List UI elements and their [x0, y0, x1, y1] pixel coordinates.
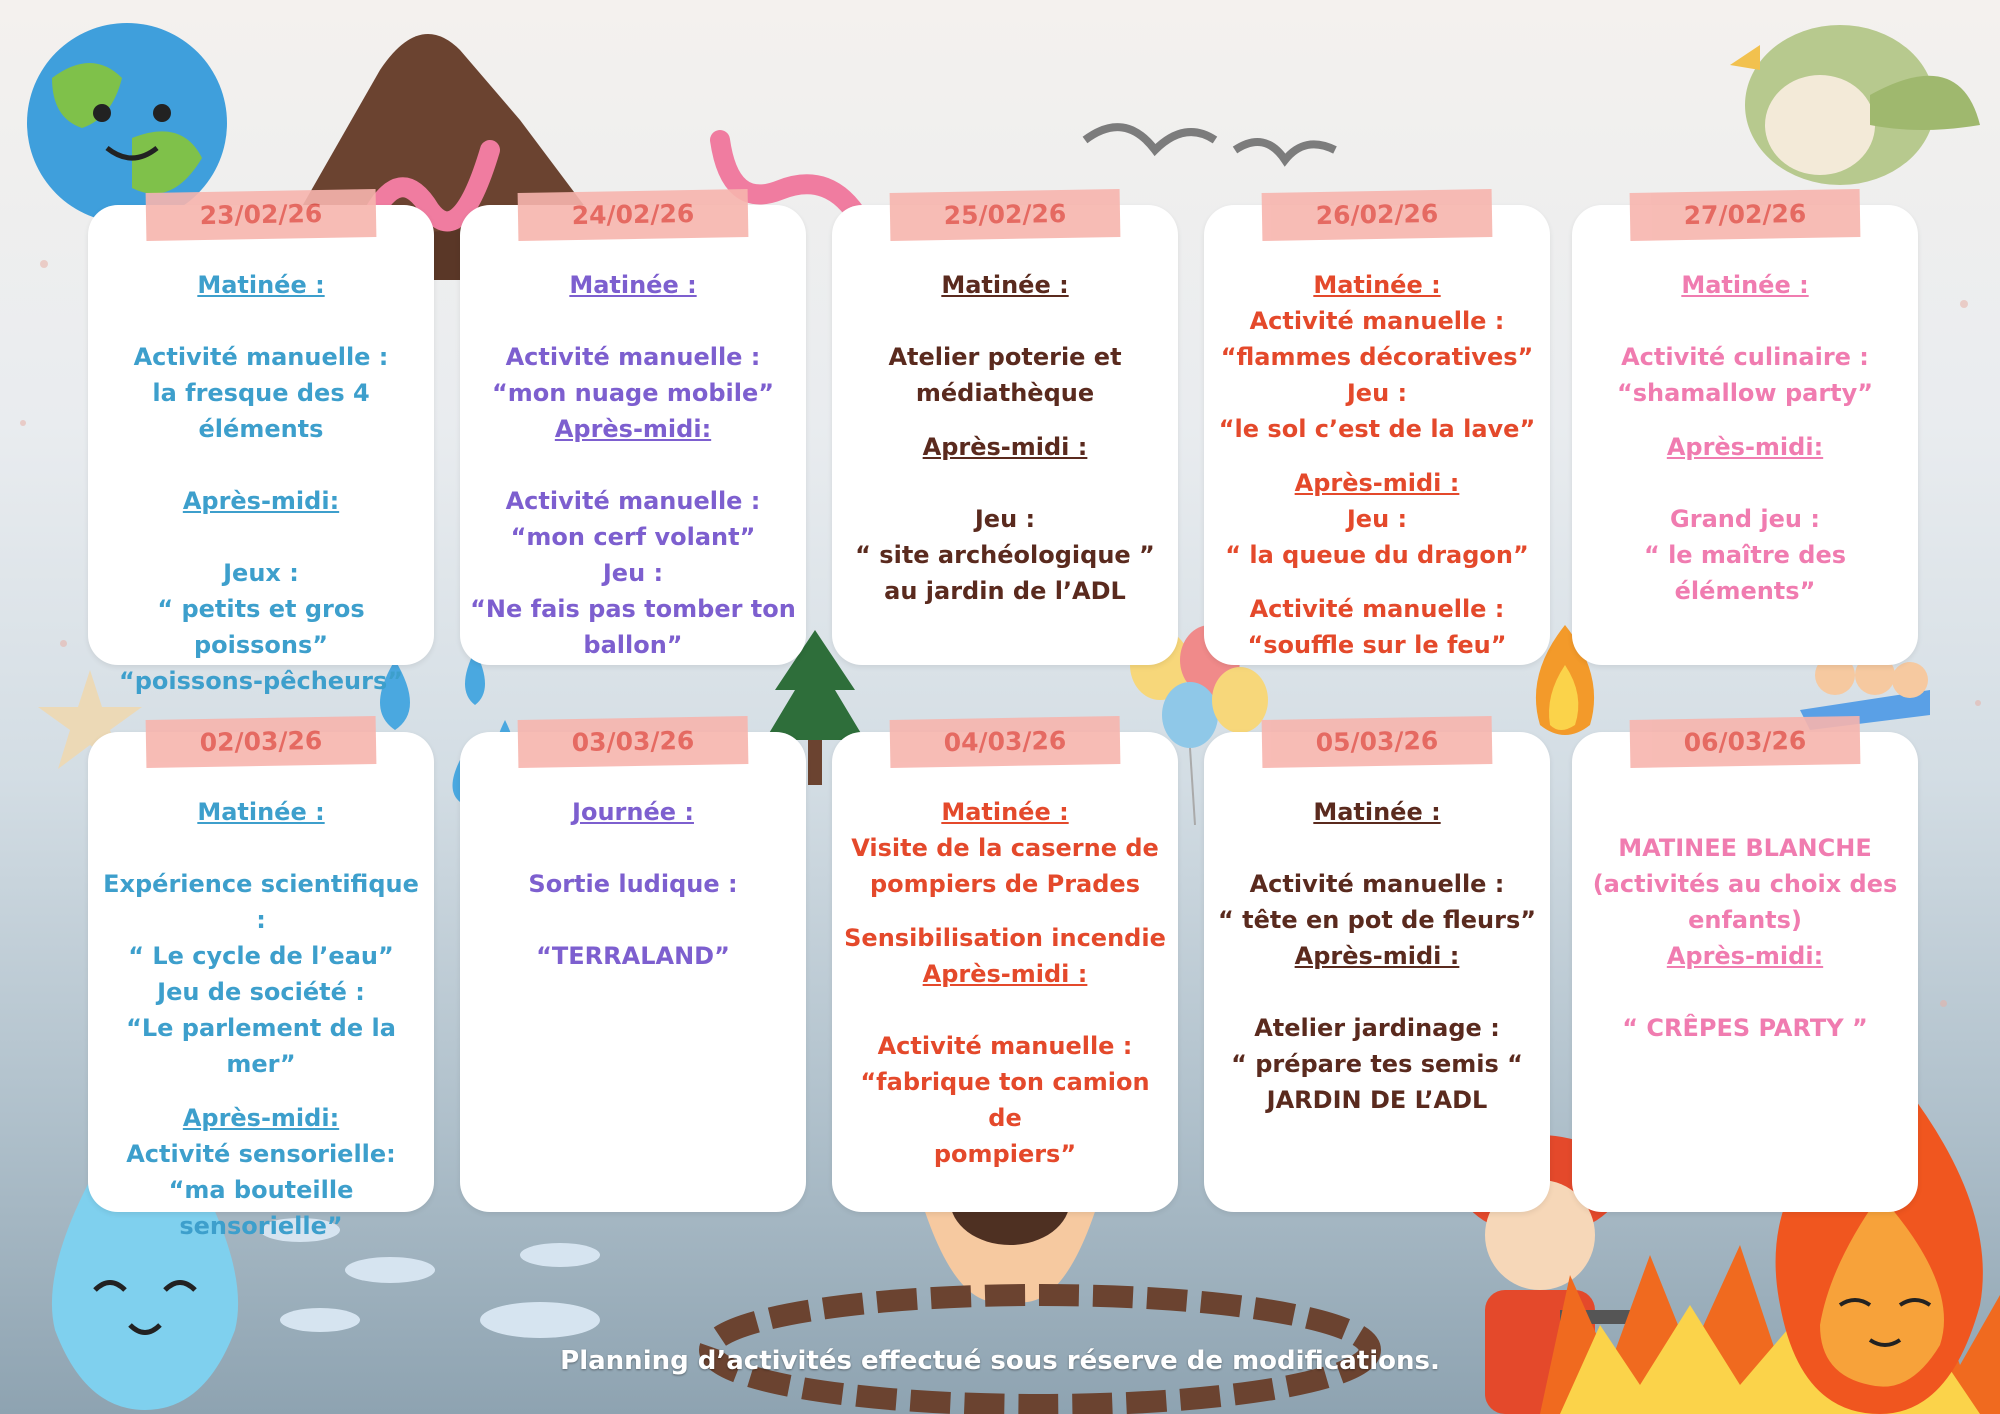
- spacer: [840, 411, 1170, 429]
- day-activities: [1572, 267, 1918, 609]
- birds-silhouette-icon: [1075, 110, 1375, 200]
- period-heading: Après-midi :: [1294, 469, 1460, 497]
- spacer: [96, 303, 426, 339]
- day-activities: [88, 267, 434, 699]
- activity-line: Activité manuelle :: [133, 343, 389, 371]
- activity-line: “shamallow party”: [1616, 379, 1874, 407]
- activity-line: “Le parlement de la mer”: [126, 1014, 396, 1078]
- period-heading: Après-midi :: [922, 960, 1088, 988]
- day-card: [1572, 198, 1918, 665]
- activity-line: MATINEE BLANCHE: [1618, 834, 1872, 862]
- day-date: 06/03/26: [1630, 716, 1861, 768]
- spacer: [840, 465, 1170, 501]
- activity-line: pompiers”: [933, 1140, 1077, 1168]
- activity-line: Activité manuelle :: [1249, 870, 1505, 898]
- activity-line: pompiers de Prades: [869, 870, 1140, 898]
- spacer: [1212, 447, 1542, 465]
- day-card: [1572, 725, 1918, 1212]
- period-heading: Matinée :: [197, 271, 325, 299]
- activity-line: JARDIN DE L’ADL: [1266, 1086, 1488, 1114]
- spacer: [1580, 303, 1910, 339]
- activity-line: “ la queue du dragon”: [1225, 541, 1529, 569]
- day-card: [832, 725, 1178, 1212]
- spacer: [96, 1082, 426, 1100]
- spacer: [96, 447, 426, 483]
- day-activities: [832, 267, 1178, 609]
- activity-line: “ petits et gros poissons”: [157, 595, 365, 659]
- activity-line: “Ne fais pas tomber ton: [470, 595, 796, 623]
- day-date: 23/02/26: [146, 189, 377, 241]
- day-card: [460, 198, 806, 665]
- day-activities: [1204, 794, 1550, 1118]
- activity-line: enfants): [1688, 906, 1802, 934]
- day-activities: [88, 794, 434, 1244]
- activity-line: “ le maître des éléments”: [1643, 541, 1847, 605]
- day-activities: [832, 794, 1178, 1172]
- activity-line: Activité manuelle :: [1249, 595, 1505, 623]
- period-heading: Matinée :: [197, 798, 325, 826]
- activity-line: Jeu de société :: [157, 978, 365, 1006]
- activity-line: la fresque des 4 éléments: [152, 379, 370, 443]
- day-card: [832, 198, 1178, 665]
- activity-line: “ma bouteille sensorielle”: [168, 1176, 354, 1240]
- activity-line: Activité manuelle :: [505, 343, 761, 371]
- activity-line: Sortie ludique :: [528, 870, 738, 898]
- spacer: [468, 447, 798, 483]
- activity-line: Expérience scientifique :: [103, 870, 419, 934]
- activity-line: médiathèque: [915, 379, 1095, 407]
- spacer: [1212, 573, 1542, 591]
- period-heading: Matinée :: [569, 271, 697, 299]
- activity-line: Activité manuelle :: [505, 487, 761, 515]
- activity-line: Jeu :: [974, 505, 1036, 533]
- activity-line: “fabrique ton camion de: [860, 1068, 1150, 1132]
- activity-line: Jeu :: [1346, 505, 1408, 533]
- activity-line: ballon”: [583, 631, 683, 659]
- activity-line: Jeux :: [223, 559, 299, 587]
- activity-line: Activité culinaire :: [1621, 343, 1869, 371]
- spacer: [1580, 974, 1910, 1010]
- day-date: 02/03/26: [146, 716, 377, 768]
- soil-ring-icon: [690, 1255, 1390, 1414]
- spacer: [468, 830, 798, 866]
- day-date: 05/03/26: [1262, 716, 1493, 768]
- activity-line: Atelier jardinage :: [1254, 1014, 1500, 1042]
- spacer: [96, 519, 426, 555]
- period-heading: Matinée :: [1313, 798, 1441, 826]
- period-heading: Matinée :: [941, 798, 1069, 826]
- day-date: 26/02/26: [1262, 189, 1493, 241]
- period-heading: Après-midi :: [1294, 942, 1460, 970]
- spacer: [1580, 465, 1910, 501]
- spacer: [840, 992, 1170, 1028]
- day-card: [460, 725, 806, 1212]
- activity-line: Jeu :: [1346, 379, 1408, 407]
- day-activities: [1204, 267, 1550, 663]
- period-heading: Après-midi:: [182, 1104, 340, 1132]
- period-heading: Matinée :: [941, 271, 1069, 299]
- day-activities: [1572, 794, 1918, 1046]
- spacer: [1580, 794, 1910, 830]
- activity-line: “ Le cycle de l’eau”: [128, 942, 394, 970]
- day-activities: [460, 267, 806, 663]
- period-heading: Après-midi:: [182, 487, 340, 515]
- period-heading: Après-midi:: [554, 415, 712, 443]
- activity-line: Atelier poterie et: [888, 343, 1122, 371]
- day-date: 03/03/26: [518, 716, 749, 768]
- activity-line: Jeu :: [602, 559, 664, 587]
- spacer: [468, 902, 798, 938]
- activity-line: Grand jeu :: [1670, 505, 1820, 533]
- activity-line: “le sol c’est de la lave”: [1218, 415, 1536, 443]
- period-heading: Matinée :: [1313, 271, 1441, 299]
- footer-note: Planning d’activités effectué sous réserve de modifications.: [560, 1346, 1440, 1376]
- day-card: [88, 198, 434, 695]
- spacer: [1212, 974, 1542, 1010]
- day-date: 04/03/26: [890, 716, 1121, 768]
- day-card: [88, 725, 434, 1240]
- spacer: [840, 303, 1170, 339]
- activity-line: Visite de la caserne de: [851, 834, 1159, 862]
- activity-line: “ site archéologique ”: [855, 541, 1155, 569]
- activity-line: Sensibilisation incendie: [844, 924, 1166, 952]
- period-heading: Après-midi:: [1666, 433, 1824, 461]
- activity-line: Activité sensorielle:: [126, 1140, 396, 1168]
- activity-line: au jardin de l’ADL: [884, 577, 1126, 605]
- activity-line: “ prépare tes semis “: [1231, 1050, 1523, 1078]
- day-card: [1204, 725, 1550, 1212]
- activity-line: (activités au choix des: [1592, 870, 1898, 898]
- page-title: “LES PETITS PRADEENS ET LES 4 ELEMENTS”: [0, 50, 2000, 96]
- activity-line: “TERRALAND”: [536, 942, 730, 970]
- spacer: [840, 902, 1170, 920]
- day-date: 27/02/26: [1630, 189, 1861, 241]
- activity-line: “souffle sur le feu”: [1247, 631, 1507, 659]
- period-heading: Matinée :: [1681, 271, 1809, 299]
- activity-line: Activité manuelle :: [877, 1032, 1133, 1060]
- period-heading: Après-midi :: [922, 433, 1088, 461]
- period-heading: Après-midi:: [1666, 942, 1824, 970]
- spacer: [96, 830, 426, 866]
- day-date: 24/02/26: [518, 189, 749, 241]
- day-activities: [460, 794, 806, 974]
- bird-icon: [1720, 5, 1990, 195]
- activity-line: “mon cerf volant”: [510, 523, 756, 551]
- activity-line: “ CRÊPES PARTY ”: [1622, 1014, 1868, 1042]
- activity-line: Activité manuelle :: [1249, 307, 1505, 335]
- activity-line: “flammes décoratives”: [1220, 343, 1534, 371]
- day-date: 25/02/26: [890, 189, 1121, 241]
- activity-line: “ tête en pot de fleurs”: [1217, 906, 1537, 934]
- day-card: [1204, 198, 1550, 665]
- activity-line: “mon nuage mobile”: [491, 379, 775, 407]
- period-heading: Journée :: [572, 798, 694, 826]
- spacer: [468, 303, 798, 339]
- spacer: [1580, 411, 1910, 429]
- spacer: [1212, 830, 1542, 866]
- activity-line: “poissons-pêcheurs”: [118, 667, 404, 695]
